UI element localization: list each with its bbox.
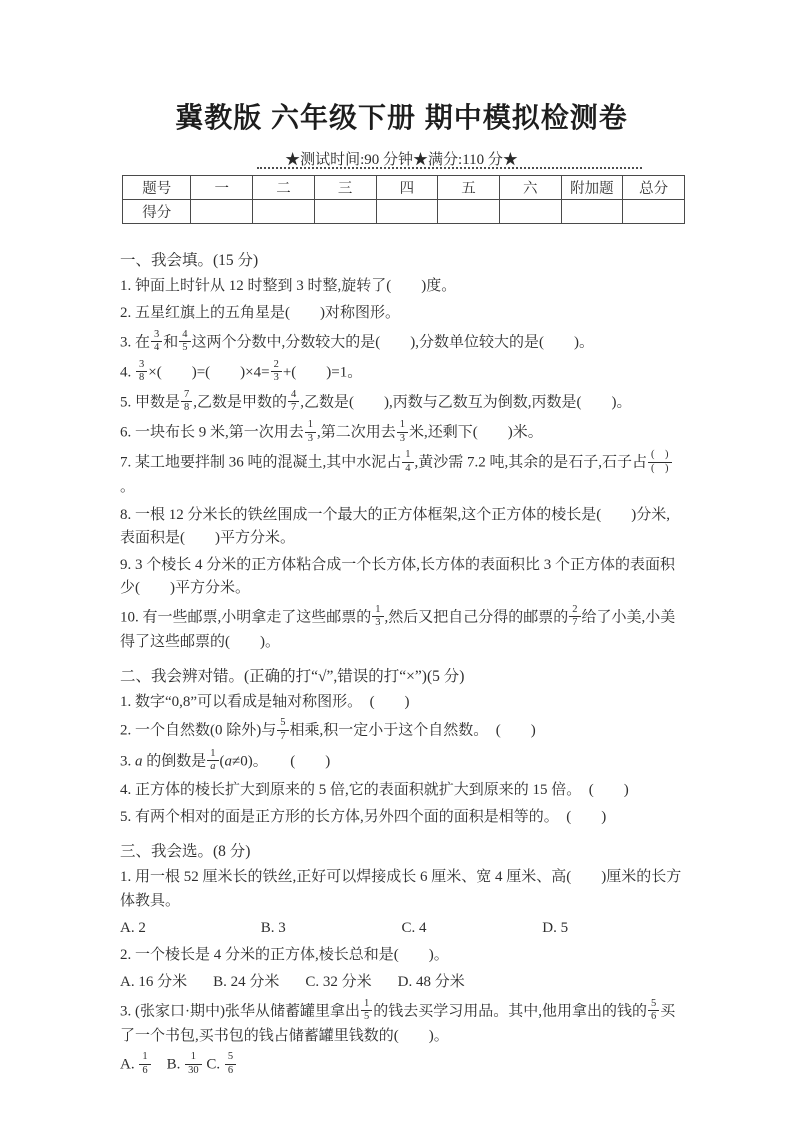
page-subtitle-row <box>120 148 683 170</box>
option-item: B. 24 分米 <box>213 974 280 991</box>
fraction-numerator: 5 <box>227 1050 234 1062</box>
fraction <box>225 1051 236 1077</box>
text-run: 米,还剩下( )米。 <box>409 424 543 441</box>
fraction-denominator: 6 <box>225 1064 236 1078</box>
fraction-denominator: 5 <box>179 341 190 355</box>
fraction-denominator: 4 <box>402 462 413 476</box>
text-run: 10. 有一些邮票,小明拿走了这些邮票的 <box>120 609 372 626</box>
fraction-numerator: 1 <box>405 449 411 461</box>
fraction-denominator: 8 <box>136 371 147 385</box>
section-heading: 一、我会填。(15 分) <box>120 252 259 269</box>
score-table-cell: 六 <box>499 176 561 200</box>
fraction <box>207 748 218 774</box>
text-run: 8. 一根 12 分米长的铁丝围成一个最大的正方体框架,这个正方体的棱长是( )分米,表面积是( )平方分米。 <box>120 506 670 546</box>
text-run: +( )=1。 <box>282 364 363 381</box>
score-table-empty-cell <box>623 200 685 224</box>
fraction-numerator: 1 <box>364 997 370 1009</box>
text-run: C. <box>202 1056 224 1073</box>
score-table-empty-cell <box>499 200 561 224</box>
text-run: 的倒数是 <box>142 753 207 770</box>
dotted-divider <box>257 167 642 169</box>
score-table-empty-cell <box>314 200 376 224</box>
question-line <box>120 450 683 499</box>
text-run: ,第二次用去 <box>317 424 396 441</box>
fraction-numerator: 5 <box>651 997 657 1009</box>
option-item: D. 48 分米 <box>397 974 465 991</box>
text-run: ,黄沙需 7.2 吨,其余的是石子,石子占 <box>414 454 648 471</box>
section <box>120 839 683 1078</box>
question-line <box>120 275 683 298</box>
option-item: C. 4 <box>401 919 427 936</box>
fraction-denominator: 6 <box>139 1064 150 1078</box>
text-run: 1. 用一根 52 厘米长的铁丝,正好可以焊接成长 6 厘米、宽 4 厘米、高( )厘米的长方体教具。 <box>120 869 682 909</box>
fraction <box>372 604 383 630</box>
fraction-numerator: 2 <box>273 358 279 370</box>
fraction-denominator: 8 <box>181 401 192 415</box>
question-line <box>120 330 683 356</box>
fraction-denominator: 7 <box>288 401 299 415</box>
text-run: B. <box>151 1056 185 1073</box>
fraction-numerator: 3 <box>139 358 145 370</box>
fraction <box>569 604 580 630</box>
fraction-numerator: 3 <box>154 328 160 340</box>
question-line <box>120 420 683 446</box>
question-line <box>120 302 683 325</box>
score-table-empty-cell <box>376 200 438 224</box>
fraction-denominator: 6 <box>648 1010 659 1024</box>
options-row <box>120 917 683 940</box>
text-run: a <box>135 753 143 770</box>
text-run: 买了一个书包,买书包的钱占储蓄罐里钱数的( )。 <box>120 1003 676 1044</box>
option-item: A. 2 <box>120 919 146 936</box>
text-run: 和 <box>163 334 179 351</box>
exam-content <box>120 248 683 1078</box>
text-run: 3. <box>120 753 135 770</box>
text-run: 5. 甲数是 <box>120 394 181 411</box>
options-row <box>120 971 683 994</box>
score-table-cell: 题号 <box>123 176 191 200</box>
fraction-denominator: 3 <box>271 371 282 385</box>
text-run: 2. 一个棱长是 4 分米的正方体,棱长总和是( )。 <box>120 947 449 963</box>
score-table-empty-cell <box>191 200 253 224</box>
fraction-numerator: 1 <box>190 1050 196 1062</box>
question-line <box>120 999 683 1048</box>
option-item: A. 16 分米 <box>120 974 188 991</box>
score-table-cell: 总分 <box>623 176 685 200</box>
score-table-empty-cell <box>438 200 500 224</box>
text-run: 4. <box>120 364 135 381</box>
text-run: 1. 钟面上时针从 12 时整到 3 时整,旋转了( )度。 <box>120 278 457 294</box>
text-run: 的钱去买学习用品。其中,他用拿出的钱的 <box>373 1003 648 1020</box>
fraction-denominator: 3 <box>305 432 316 446</box>
fraction-denominator: 3 <box>397 432 408 446</box>
fraction-denominator: 4 <box>151 341 162 355</box>
text-run: ,乙数是( ),丙数与乙数互为倒数,丙数是( )。 <box>300 394 632 411</box>
fraction-numerator: ( ) <box>651 449 669 461</box>
question-line <box>120 360 683 386</box>
fraction <box>179 329 190 355</box>
fraction-denominator: 5 <box>361 1010 372 1024</box>
section-heading: 二、我会辨对错。(正确的打“√”,错误的打“×”)(5 分) <box>120 668 465 686</box>
fraction-numerator: 1 <box>399 419 406 431</box>
text-run: 5. 有两个相对的面是正方形的长方体,另外四个面的面积是相等的。 ( ) <box>120 809 607 825</box>
fraction <box>402 449 413 475</box>
fraction <box>648 449 672 475</box>
question-line <box>120 944 683 967</box>
score-table-empty-cell <box>561 200 623 224</box>
section <box>120 248 683 654</box>
text-run: 这两个分数中,分数较大的是( ),分数单位较大的是( )。 <box>191 334 595 351</box>
question-line <box>120 605 683 654</box>
question-line <box>120 691 683 714</box>
fraction <box>181 389 192 415</box>
score-table-row <box>123 200 685 224</box>
page-title: 冀教版 六年级下册 期中模拟检测卷 <box>175 102 628 133</box>
fraction-denominator: 30 <box>185 1064 202 1078</box>
fraction-numerator: 4 <box>182 328 188 340</box>
question-line <box>120 718 683 744</box>
score-table-cell: 四 <box>376 176 438 200</box>
score-table-cell: 附加题 <box>561 176 623 200</box>
text-run: 9. 3 个棱长 4 分米的正方体粘合成一个长方体,长方体的表面积比 3 个正方体的表面积少( )平方分米。 <box>120 557 676 597</box>
fraction-numerator: 4 <box>291 388 297 400</box>
fraction-denominator: a <box>207 760 218 774</box>
score-table-empty-cell <box>253 200 315 224</box>
score-table-cell: 得分 <box>123 200 191 224</box>
text-run: 3. (张家口·期中)张华从储蓄罐里拿出 <box>120 1003 360 1020</box>
text-run: 给了小美,小美得了这些邮票的( )。 <box>120 609 676 650</box>
fraction-denominator: 7 <box>277 730 288 744</box>
page-subtitle: ★测试时间:90 分钟★满分:110 分★ <box>285 152 518 168</box>
question-line <box>120 749 683 775</box>
fraction-denominator: 3 <box>372 616 383 630</box>
text-run: 2. 五星红旗上的五角星是( )对称图形。 <box>120 305 400 322</box>
fraction-numerator: 1 <box>375 603 381 615</box>
fraction <box>305 419 316 445</box>
fraction <box>648 998 659 1024</box>
score-table-cell: 一 <box>191 176 253 200</box>
fraction-numerator: 5 <box>280 717 286 729</box>
text-run: 7. 某工地要拌制 36 吨的混凝土,其中水泥占 <box>120 454 402 471</box>
fraction-denominator: 7 <box>569 616 580 630</box>
text-run: 6. 一块布长 9 米,第一次用去 <box>120 424 304 441</box>
fraction <box>151 329 162 355</box>
text-run: a <box>224 753 233 770</box>
fraction <box>277 717 288 743</box>
fraction-numerator: 1 <box>142 1050 148 1062</box>
fraction <box>397 419 408 445</box>
fraction <box>136 359 147 385</box>
fraction <box>271 359 282 385</box>
section-heading: 三、我会选。(8 分) <box>120 843 251 861</box>
score-table <box>122 175 685 224</box>
text-run: 相乘,积一定小于这个自然数。 ( ) <box>289 722 536 739</box>
score-table-row <box>123 176 685 200</box>
text-run: ,乙数是甲数的 <box>193 394 288 411</box>
fraction-numerator: 1 <box>307 419 314 431</box>
text-run: 2. 一个自然数(0 除外)与 <box>120 722 277 739</box>
fraction <box>361 998 372 1024</box>
text-run: ≠0)。 ( ) <box>232 753 331 770</box>
score-table-cell: 三 <box>314 176 376 200</box>
question-line <box>120 554 683 601</box>
fraction-numerator: 1 <box>210 747 216 759</box>
text-run: 1. 数字“0,8”可以看成是轴对称图形。 ( ) <box>120 694 410 711</box>
text-run: ×( )=( )×4= <box>148 364 270 381</box>
question-line <box>120 504 683 551</box>
section <box>120 664 683 829</box>
fraction <box>139 1051 150 1077</box>
fraction <box>185 1051 202 1077</box>
question-line <box>120 390 683 416</box>
question-line <box>120 779 683 802</box>
text-run: ,然后又把自己分得的邮票的 <box>384 609 569 626</box>
text-run: ( <box>219 753 225 770</box>
text-run: 3. 在 <box>120 334 151 351</box>
score-table-cell: 五 <box>438 176 500 200</box>
fraction-numerator: 7 <box>184 388 190 400</box>
text-run: 。 <box>120 479 136 496</box>
score-table-cell: 二 <box>253 176 315 200</box>
option-item: B. 3 <box>260 919 286 936</box>
text-run: 4. 正方体的棱长扩大到原来的 5 倍,它的表面积就扩大到原来的 15 倍。 ( ) <box>120 781 629 798</box>
fraction-denominator: ( ) <box>648 462 672 476</box>
fraction-numerator: 2 <box>572 603 578 615</box>
question-line <box>120 1052 683 1078</box>
option-item: C. 32 分米 <box>305 974 372 991</box>
fraction <box>288 389 299 415</box>
text-run: A. <box>120 1056 139 1073</box>
question-line <box>120 806 683 829</box>
question-line <box>120 866 683 913</box>
option-item: D. 5 <box>542 919 569 936</box>
